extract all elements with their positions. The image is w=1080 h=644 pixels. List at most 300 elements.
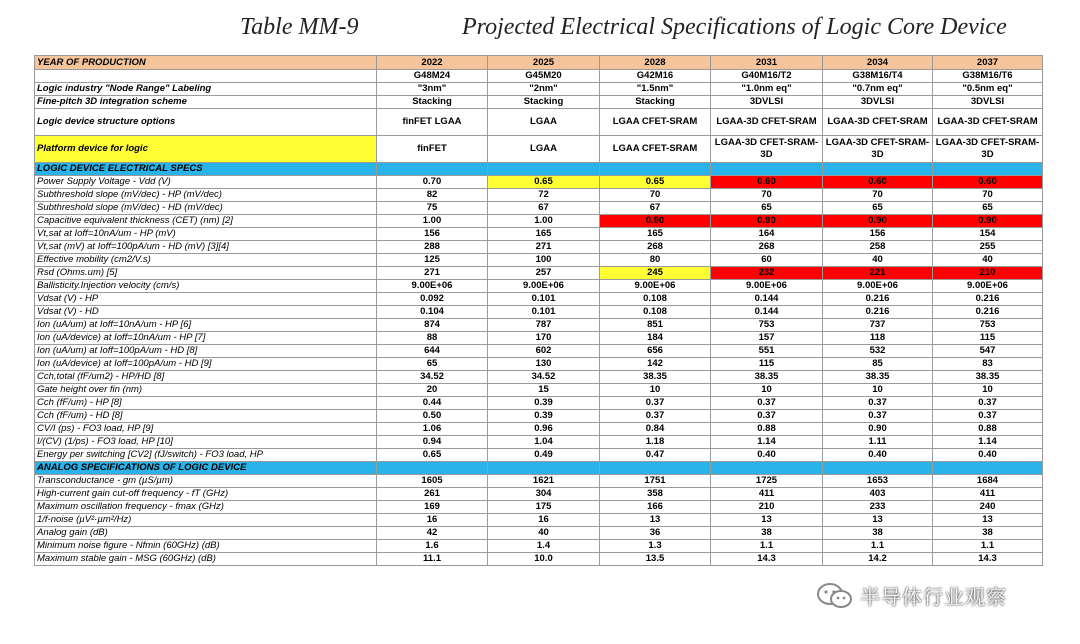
value-cell: 10 — [600, 384, 711, 397]
value-cell: G38M16/T4 — [823, 70, 933, 83]
value-cell: LGAA-3D CFET-SRAM — [823, 109, 933, 136]
value-cell: 10 — [823, 384, 933, 397]
table-row — [35, 70, 1043, 83]
value-cell: 233 — [823, 501, 933, 514]
section-label: LOGIC DEVICE ELECTRICAL SPECS — [35, 163, 377, 176]
value-cell: 1.4 — [488, 540, 600, 553]
value-cell: 0.40 — [933, 449, 1043, 462]
value-cell: 0.216 — [933, 293, 1043, 306]
row-label: Ion (uA/device) at Ioff=10nA/um - HP [7] — [35, 332, 377, 345]
value-cell: 165 — [600, 228, 711, 241]
value-cell: 0.37 — [823, 397, 933, 410]
value-cell: 72 — [488, 189, 600, 202]
value-cell: 16 — [377, 514, 488, 527]
section-blank — [823, 163, 933, 176]
value-cell: 411 — [711, 488, 823, 501]
value-cell: G40M16/T2 — [711, 70, 823, 83]
value-cell: 1751 — [600, 475, 711, 488]
value-cell: 100 — [488, 254, 600, 267]
value-cell: 257 — [488, 267, 600, 280]
value-cell: 0.60 — [823, 176, 933, 189]
value-cell: 1.3 — [600, 540, 711, 553]
value-cell: Stacking — [377, 96, 488, 109]
value-cell: 874 — [377, 319, 488, 332]
value-cell: 3DVLSI — [711, 96, 823, 109]
section-blank — [377, 462, 488, 475]
value-cell: 40 — [823, 254, 933, 267]
value-cell: LGAA-3D CFET-SRAM — [933, 109, 1043, 136]
table-row — [35, 189, 1043, 202]
row-label: I/(CV) (1/ps) - FO3 load, HP [10] — [35, 436, 377, 449]
value-cell: 0.216 — [933, 306, 1043, 319]
table-id: Table MM-9 — [240, 14, 359, 40]
table-row — [35, 358, 1043, 371]
value-cell: 15 — [488, 384, 600, 397]
value-cell: 169 — [377, 501, 488, 514]
value-cell: 0.90 — [933, 215, 1043, 228]
wechat-icon — [816, 582, 854, 610]
value-cell: 0.37 — [600, 410, 711, 423]
row-label: Cch (fF/um) - HP [8] — [35, 397, 377, 410]
value-cell: Stacking — [488, 96, 600, 109]
year-cell: 2031 — [711, 56, 823, 70]
value-cell: G45M20 — [488, 70, 600, 83]
year-cell: 2025 — [488, 56, 600, 70]
value-cell: 65 — [711, 202, 823, 215]
value-cell: 532 — [823, 345, 933, 358]
value-cell: 240 — [933, 501, 1043, 514]
value-cell: 70 — [933, 189, 1043, 202]
section-logic-specs — [35, 163, 1043, 176]
value-cell: G42M16 — [600, 70, 711, 83]
value-cell: 547 — [933, 345, 1043, 358]
value-cell: 0.39 — [488, 397, 600, 410]
row-label: Minimum noise figure - Nfmin (60GHz) (dB) — [35, 540, 377, 553]
value-cell: 0.47 — [600, 449, 711, 462]
row-label: Cch,total (fF/um2) - HP/HD [8] — [35, 371, 377, 384]
table-row — [35, 514, 1043, 527]
table-row — [35, 215, 1043, 228]
year-cell: 2034 — [823, 56, 933, 70]
value-cell: 0.65 — [600, 176, 711, 189]
table-row — [35, 501, 1043, 514]
table-row — [35, 293, 1043, 306]
table-row — [35, 397, 1043, 410]
value-cell: 602 — [488, 345, 600, 358]
value-cell: 0.216 — [823, 293, 933, 306]
row-label: Logic device structure options — [35, 109, 377, 136]
value-cell: 288 — [377, 241, 488, 254]
section-label: ANALOG SPECIFICATIONS OF LOGIC DEVICE — [35, 462, 377, 475]
value-cell: 271 — [488, 241, 600, 254]
value-cell: 36 — [600, 527, 711, 540]
row-label: Subthreshold slope (mV/dec) - HP (mV/dec) — [35, 189, 377, 202]
value-cell: 38 — [933, 527, 1043, 540]
value-cell: 3DVLSI — [823, 96, 933, 109]
value-cell: 258 — [823, 241, 933, 254]
value-cell: 0.37 — [711, 410, 823, 423]
value-cell: 271 — [377, 267, 488, 280]
value-cell: 9.00E+06 — [711, 280, 823, 293]
value-cell: 13 — [711, 514, 823, 527]
value-cell: 0.96 — [488, 423, 600, 436]
value-cell: 0.40 — [711, 449, 823, 462]
value-cell: 9.00E+06 — [823, 280, 933, 293]
value-cell: 40 — [488, 527, 600, 540]
section-analog-specs — [35, 462, 1043, 475]
row-label: Ion (uA/device) at Ioff=100pA/um - HD [9] — [35, 358, 377, 371]
value-cell: 210 — [711, 501, 823, 514]
value-cell: 0.60 — [933, 176, 1043, 189]
value-cell: 88 — [377, 332, 488, 345]
row-label: Platform device for logic — [35, 136, 377, 163]
table-row — [35, 202, 1043, 215]
value-cell: 115 — [933, 332, 1043, 345]
table-row — [35, 83, 1043, 96]
value-cell: LGAA — [488, 109, 600, 136]
value-cell: 13 — [933, 514, 1043, 527]
value-cell: 255 — [933, 241, 1043, 254]
section-blank — [600, 462, 711, 475]
value-cell: 9.00E+06 — [600, 280, 711, 293]
value-cell: 261 — [377, 488, 488, 501]
table-row — [35, 475, 1043, 488]
value-cell: 0.37 — [933, 410, 1043, 423]
section-blank — [933, 462, 1043, 475]
value-cell: 358 — [600, 488, 711, 501]
spec-table — [34, 55, 1043, 566]
value-cell: 1.1 — [823, 540, 933, 553]
value-cell: 0.144 — [711, 293, 823, 306]
row-label: Cch (fF/um) - HD [8] — [35, 410, 377, 423]
value-cell: 170 — [488, 332, 600, 345]
value-cell: 38.35 — [600, 371, 711, 384]
value-cell: 38.35 — [933, 371, 1043, 384]
value-cell: 268 — [711, 241, 823, 254]
row-label — [35, 70, 377, 83]
value-cell: 0.37 — [933, 397, 1043, 410]
value-cell: 1605 — [377, 475, 488, 488]
value-cell: 20 — [377, 384, 488, 397]
table-caption: Projected Electrical Specifications of Logic Core Device — [462, 14, 1007, 40]
value-cell: 80 — [600, 254, 711, 267]
value-cell: 184 — [600, 332, 711, 345]
row-label: Maximum oscillation frequency - fmax (GHz) — [35, 501, 377, 514]
header-row — [35, 56, 1043, 70]
value-cell: 67 — [488, 202, 600, 215]
row-label: 1/f-noise (µV²·µm²/Hz) — [35, 514, 377, 527]
value-cell: 0.70 — [377, 176, 488, 189]
value-cell: LGAA-3D CFET-SRAM-3D — [711, 136, 823, 163]
value-cell: "1.5nm" — [600, 83, 711, 96]
row-label: Ion (uA/um) at Ioff=100pA/um - HD [8] — [35, 345, 377, 358]
row-label: Logic industry "Node Range" Labeling — [35, 83, 377, 96]
value-cell: 753 — [711, 319, 823, 332]
row-label: Vdsat (V) - HD — [35, 306, 377, 319]
value-cell: 0.90 — [823, 423, 933, 436]
value-cell: LGAA-3D CFET-SRAM — [711, 109, 823, 136]
value-cell: 1.1 — [711, 540, 823, 553]
value-cell: 83 — [933, 358, 1043, 371]
section-blank — [933, 163, 1043, 176]
value-cell: 0.101 — [488, 293, 600, 306]
section-blank — [488, 462, 600, 475]
row-label: Power Supply Voltage - Vdd (V) — [35, 176, 377, 189]
title-bar — [0, 0, 1080, 48]
value-cell: 0.65 — [377, 449, 488, 462]
value-cell: 13 — [823, 514, 933, 527]
value-cell: 166 — [600, 501, 711, 514]
table-row — [35, 345, 1043, 358]
value-cell: 70 — [823, 189, 933, 202]
row-label: Energy per switching [CV2] (fJ/switch) - FO3 load, HP — [35, 449, 377, 462]
value-cell: 9.00E+06 — [488, 280, 600, 293]
row-label: Effective mobility (cm2/V.s) — [35, 254, 377, 267]
value-cell: 1.11 — [823, 436, 933, 449]
value-cell: 115 — [711, 358, 823, 371]
value-cell: 157 — [711, 332, 823, 345]
table-row — [35, 436, 1043, 449]
table-row — [35, 109, 1043, 136]
section-blank — [711, 163, 823, 176]
value-cell: LGAA CFET-SRAM — [600, 136, 711, 163]
section-blank — [711, 462, 823, 475]
value-cell: 0.104 — [377, 306, 488, 319]
row-label: Subthreshold slope (mV/dec) - HD (mV/dec) — [35, 202, 377, 215]
table-row — [35, 371, 1043, 384]
value-cell: 154 — [933, 228, 1043, 241]
table-row — [35, 423, 1043, 436]
value-cell: 156 — [377, 228, 488, 241]
value-cell: 34.52 — [377, 371, 488, 384]
value-cell: 1653 — [823, 475, 933, 488]
value-cell: 65 — [933, 202, 1043, 215]
value-cell: 0.60 — [711, 176, 823, 189]
value-cell: 130 — [488, 358, 600, 371]
value-cell: 70 — [600, 189, 711, 202]
value-cell: 65 — [823, 202, 933, 215]
value-cell: 10.0 — [488, 553, 600, 566]
value-cell: 38.35 — [823, 371, 933, 384]
row-label: Maximum stable gain - MSG (60GHz) (dB) — [35, 553, 377, 566]
value-cell: 1.6 — [377, 540, 488, 553]
value-cell: 9.00E+06 — [377, 280, 488, 293]
value-cell: 3DVLSI — [933, 96, 1043, 109]
value-cell: 14.3 — [933, 553, 1043, 566]
value-cell: 10 — [933, 384, 1043, 397]
value-cell: 0.88 — [933, 423, 1043, 436]
row-label: Gate height over fin (nm) — [35, 384, 377, 397]
value-cell: G48M24 — [377, 70, 488, 83]
value-cell: 125 — [377, 254, 488, 267]
value-cell: 1725 — [711, 475, 823, 488]
value-cell: "0.5nm eq" — [933, 83, 1043, 96]
value-cell: 0.90 — [823, 215, 933, 228]
value-cell: G38M16/T6 — [933, 70, 1043, 83]
value-cell: 38.35 — [711, 371, 823, 384]
value-cell: 0.94 — [377, 436, 488, 449]
value-cell: 1.1 — [933, 540, 1043, 553]
value-cell: 0.144 — [711, 306, 823, 319]
table-row — [35, 176, 1043, 189]
value-cell: LGAA-3D CFET-SRAM-3D — [933, 136, 1043, 163]
value-cell: 0.216 — [823, 306, 933, 319]
value-cell: 787 — [488, 319, 600, 332]
value-cell: 1684 — [933, 475, 1043, 488]
value-cell: 0.49 — [488, 449, 600, 462]
value-cell: 403 — [823, 488, 933, 501]
table-row — [35, 241, 1043, 254]
value-cell: 0.39 — [488, 410, 600, 423]
value-cell: 1.14 — [933, 436, 1043, 449]
section-blank — [377, 163, 488, 176]
table-row — [35, 267, 1043, 280]
row-label: Ballisticity.Injection velocity (cm/s) — [35, 280, 377, 293]
value-cell: 156 — [823, 228, 933, 241]
row-label: Fine-pitch 3D integration scheme — [35, 96, 377, 109]
value-cell: 16 — [488, 514, 600, 527]
value-cell: 0.88 — [711, 423, 823, 436]
value-cell: 0.101 — [488, 306, 600, 319]
value-cell: 221 — [823, 267, 933, 280]
value-cell: 232 — [711, 267, 823, 280]
table-row — [35, 410, 1043, 423]
value-cell: finFET LGAA — [377, 109, 488, 136]
value-cell: 14.2 — [823, 553, 933, 566]
table-row — [35, 488, 1043, 501]
value-cell: 304 — [488, 488, 600, 501]
value-cell: 0.90 — [600, 215, 711, 228]
value-cell: 245 — [600, 267, 711, 280]
row-label: Ion (uA/um) at Ioff=10nA/um - HP [6] — [35, 319, 377, 332]
value-cell: 0.40 — [823, 449, 933, 462]
value-cell: 0.84 — [600, 423, 711, 436]
value-cell: 75 — [377, 202, 488, 215]
value-cell: 118 — [823, 332, 933, 345]
value-cell: 60 — [711, 254, 823, 267]
value-cell: 753 — [933, 319, 1043, 332]
section-blank — [600, 163, 711, 176]
value-cell: LGAA CFET-SRAM — [600, 109, 711, 136]
section-blank — [488, 163, 600, 176]
value-cell: 0.44 — [377, 397, 488, 410]
table-row — [35, 280, 1043, 293]
value-cell: 1.00 — [377, 215, 488, 228]
value-cell: 175 — [488, 501, 600, 514]
year-cell: 2028 — [600, 56, 711, 70]
header-label: YEAR OF PRODUCTION — [35, 56, 377, 70]
value-cell: 0.65 — [488, 176, 600, 189]
value-cell: 165 — [488, 228, 600, 241]
value-cell: 67 — [600, 202, 711, 215]
row-label: High-current gain cut-off frequency - fT (GHz) — [35, 488, 377, 501]
table-row — [35, 319, 1043, 332]
value-cell: 851 — [600, 319, 711, 332]
value-cell: 85 — [823, 358, 933, 371]
table-row — [35, 449, 1043, 462]
value-cell: 0.108 — [600, 293, 711, 306]
value-cell: 644 — [377, 345, 488, 358]
row-label: Vt,sat (mV) at Ioff=100pA/um - HD (mV) [3][4] — [35, 241, 377, 254]
table-row — [35, 136, 1043, 163]
table-row — [35, 540, 1043, 553]
table-row — [35, 384, 1043, 397]
value-cell: 0.092 — [377, 293, 488, 306]
value-cell: 268 — [600, 241, 711, 254]
value-cell: 0.37 — [711, 397, 823, 410]
value-cell: 210 — [933, 267, 1043, 280]
table-row — [35, 527, 1043, 540]
value-cell: Stacking — [600, 96, 711, 109]
value-cell: 1.18 — [600, 436, 711, 449]
value-cell: "1.0nm eq" — [711, 83, 823, 96]
value-cell: 411 — [933, 488, 1043, 501]
year-cell: 2022 — [377, 56, 488, 70]
table-row — [35, 332, 1043, 345]
value-cell: 0.90 — [711, 215, 823, 228]
table-row — [35, 96, 1043, 109]
row-label: Analog gain (dB) — [35, 527, 377, 540]
watermark-text: 半导体行业观察 — [860, 585, 1007, 609]
value-cell: 1.04 — [488, 436, 600, 449]
value-cell: 0.37 — [600, 397, 711, 410]
value-cell: 1.06 — [377, 423, 488, 436]
value-cell: 13 — [600, 514, 711, 527]
value-cell: "3nm" — [377, 83, 488, 96]
row-label: Transconductance - gm (µS/µm) — [35, 475, 377, 488]
value-cell: 0.108 — [600, 306, 711, 319]
value-cell: finFET — [377, 136, 488, 163]
value-cell: 34.52 — [488, 371, 600, 384]
value-cell: 40 — [933, 254, 1043, 267]
row-label: Capacitive equivalent thickness (CET) (nm) [2] — [35, 215, 377, 228]
value-cell: 164 — [711, 228, 823, 241]
value-cell: 142 — [600, 358, 711, 371]
year-cell: 2037 — [933, 56, 1043, 70]
value-cell: 737 — [823, 319, 933, 332]
row-label: CV/I (ps) - FO3 load, HP [9] — [35, 423, 377, 436]
value-cell: 656 — [600, 345, 711, 358]
value-cell: 42 — [377, 527, 488, 540]
table-row — [35, 306, 1043, 319]
value-cell: 38 — [711, 527, 823, 540]
value-cell: 0.37 — [823, 410, 933, 423]
table-row — [35, 228, 1043, 241]
value-cell: 1.00 — [488, 215, 600, 228]
value-cell: 551 — [711, 345, 823, 358]
value-cell: 65 — [377, 358, 488, 371]
value-cell: 14.3 — [711, 553, 823, 566]
table-row — [35, 254, 1043, 267]
value-cell: 1.14 — [711, 436, 823, 449]
value-cell: LGAA — [488, 136, 600, 163]
value-cell: 70 — [711, 189, 823, 202]
value-cell: LGAA-3D CFET-SRAM-3D — [823, 136, 933, 163]
watermark — [816, 578, 1052, 614]
value-cell: "2nm" — [488, 83, 600, 96]
value-cell: 11.1 — [377, 553, 488, 566]
row-label: Vt,sat at Ioff=10nA/um - HP (mV) — [35, 228, 377, 241]
row-label: Rsd (Ohms.um) [5] — [35, 267, 377, 280]
table-row — [35, 553, 1043, 566]
value-cell: 0.50 — [377, 410, 488, 423]
value-cell: 38 — [823, 527, 933, 540]
value-cell: 82 — [377, 189, 488, 202]
value-cell: 1621 — [488, 475, 600, 488]
value-cell: 13.5 — [600, 553, 711, 566]
row-label: Vdsat (V) - HP — [35, 293, 377, 306]
value-cell: "0.7nm eq" — [823, 83, 933, 96]
